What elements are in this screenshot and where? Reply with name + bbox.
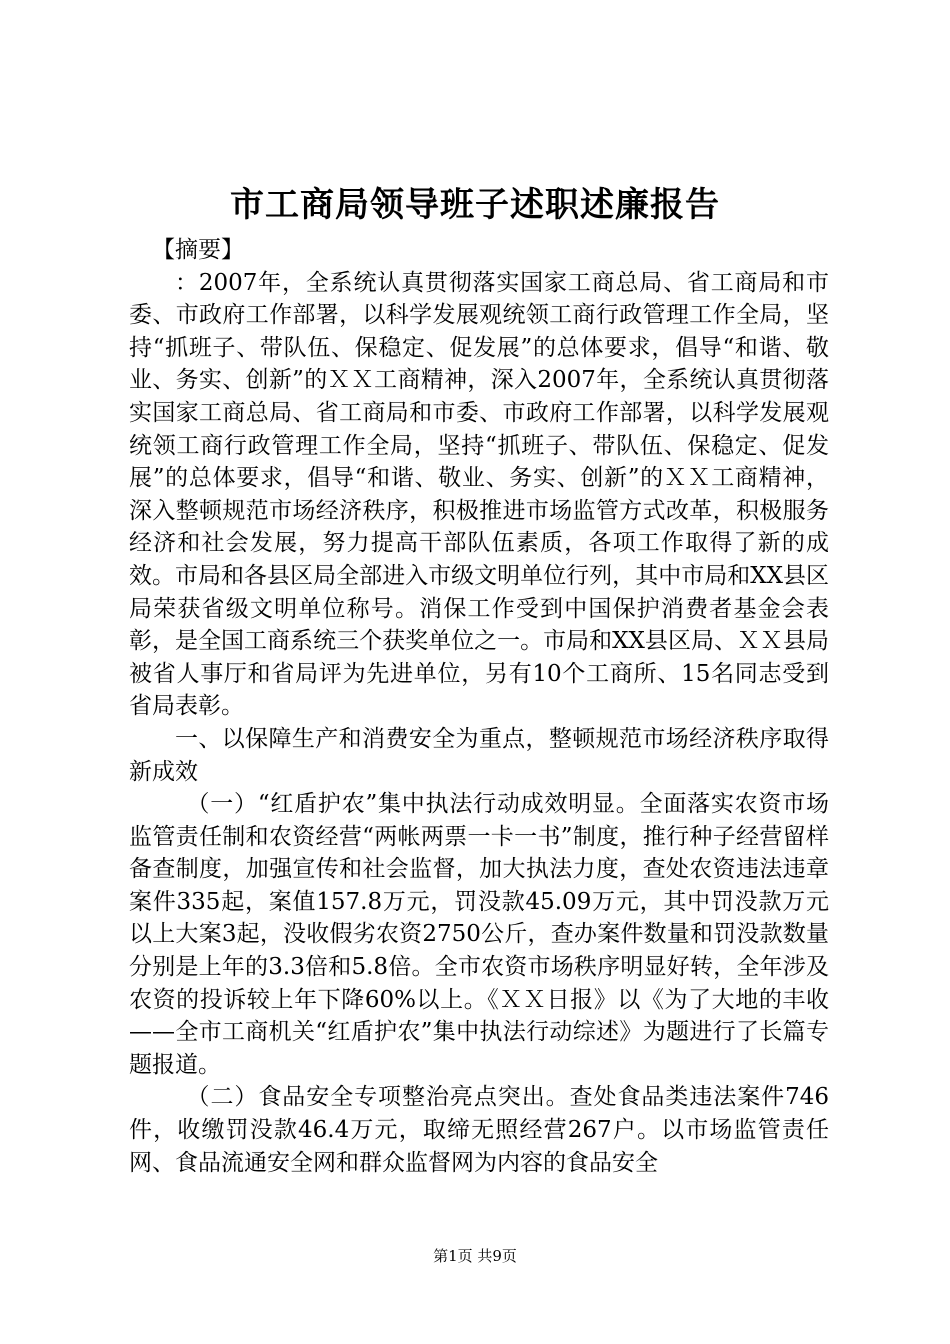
document-body xyxy=(129,234,829,1179)
page-indicator: 第1页 共9页 xyxy=(433,1247,517,1265)
document-title: 市工商局领导班子述职述廉报告 xyxy=(230,185,720,225)
section-heading: 一、以保障生产和消费安全为重点，整顿规范市场经济秩序取得新成效 xyxy=(129,725,829,785)
abstract-paragraph: ：2007年，全系统认真贯彻落实国家工商总局、省工商局和市委、市政府工作部署，以科学发展观统领工商行政管理工作全局，坚持“抓班子、带队伍、保稳定、促发展”的总体要求，倡导“和谐、敬业、务实、创新”的ＸＸ工商精神，深入2007年，全系统认真贯彻落实国家工商总局、省工商局和市委、市政府工作部署，以科学发展观统领工商行政管理工作全局，坚持“抓班子、带队伍、保稳定、促发展”的总体要求，倡导“和谐、敬业、务实、创新”的ＸＸ工商精神，深入整顿规范市场经济秩序，积极推进市场监管方式改革，积极服务经济和社会发展，努力提高干部队伍素质，各项工作取得了新的成效。市局和各县区局全部进入市级文明单位行列，其中市局和XX县区局荣获省级文明单位称号。消保工作受到中国保护消费者基金会表彰，是全国工商系统三个获奖单位之一。市局和XX县区局、ＸＸ县局被省人事厅和省局评为先进单位，另有10个工商所、15名同志受到省局表彰。 xyxy=(129,269,829,720)
body-paragraph: （二）食品安全专项整治亮点突出。查处食品类违法案件746件，收缴罚没款46.4万元，取缔无照经营267户。以市场监管责任网、食品流通安全网和群众监督网为内容的食品安全 xyxy=(129,1084,829,1176)
abstract-label: 【摘要】 xyxy=(152,237,244,263)
body-paragraph: （一）“红盾护农”集中执法行动成效明显。全面落实农资市场监管责任制和农资经营“两帐两票一卡一书”制度，推行种子经营留样备查制度，加强宣传和社会监督，加大执法力度，查处农资违法违章案件335起，案值157.8万元，罚没款45.09万元，其中罚没款万元以上大案3起，没收假劣农资2750公斤，查办案件数量和罚没款数量分别是上年的3.3倍和5.8倍。全市农资市场秩序明显好转，全年涉及农资的投诉较上年下降60%以上。《ＸＸ日报》以《为了大地的丰收——全市工商机关“红盾护农”集中执法行动综述》为题进行了长篇专题报道。 xyxy=(129,791,829,1078)
